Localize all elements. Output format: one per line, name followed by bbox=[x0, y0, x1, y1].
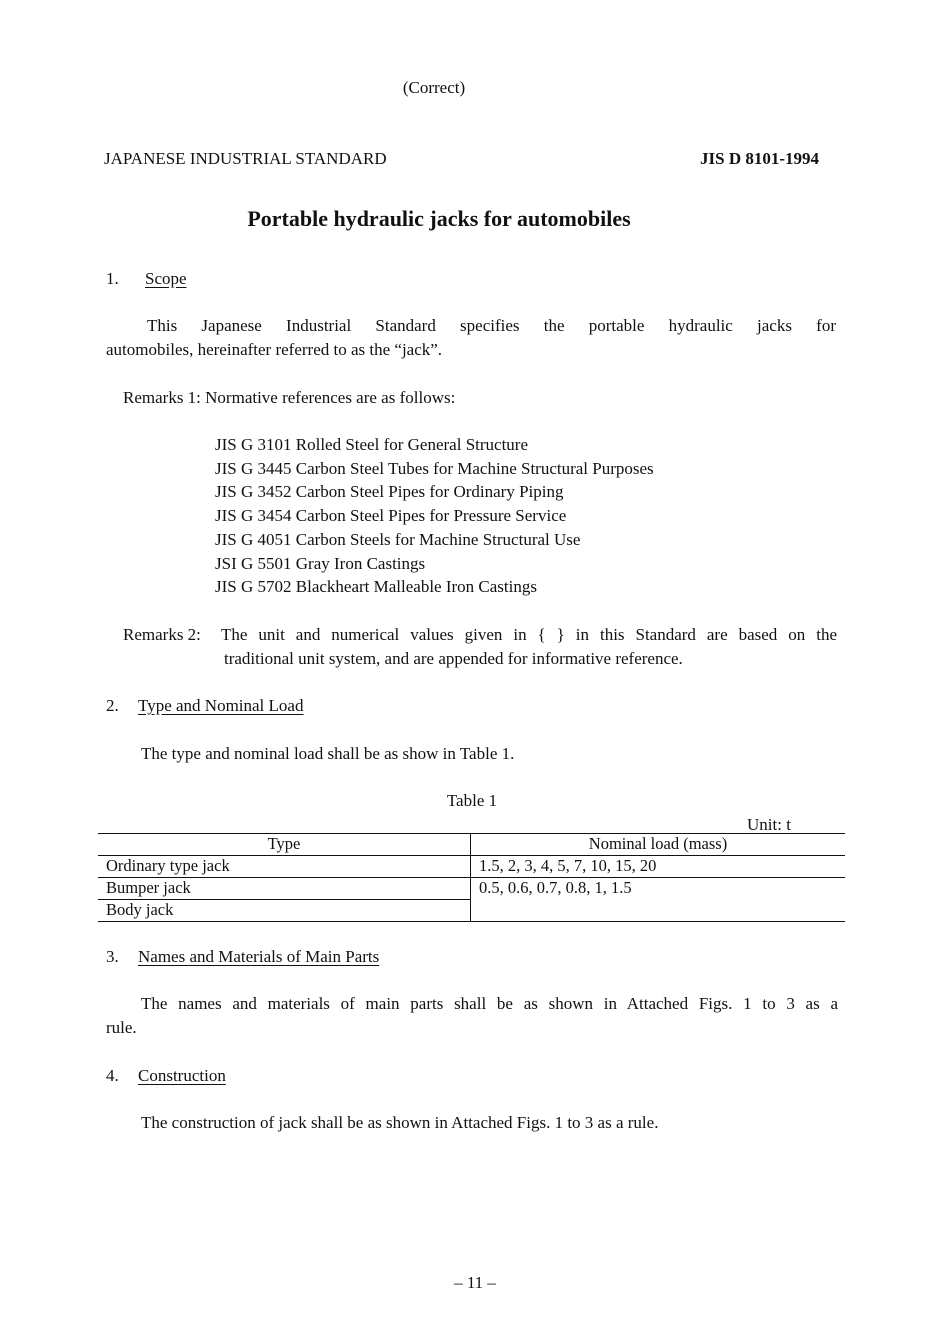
section-2-number: 2. bbox=[106, 696, 119, 715]
section-2-heading: Type and Nominal Load bbox=[138, 696, 304, 715]
normative-references-list bbox=[215, 433, 654, 599]
table-header-row bbox=[98, 834, 845, 856]
cell-load: 0.5, 0.6, 0.7, 0.8, 1, 1.5 bbox=[471, 878, 846, 922]
page-title: Portable hydraulic jacks for automobiles bbox=[247, 206, 631, 231]
correct-label: (Correct) bbox=[402, 78, 466, 97]
section-1-number: 1. bbox=[106, 269, 119, 288]
names-materials-paragraph-line-2: rule. bbox=[106, 1018, 137, 1037]
nominal-load-table bbox=[98, 833, 845, 922]
reference-item: JSI G 5501 Gray Iron Castings bbox=[215, 553, 426, 573]
column-header-nominal-load: Nominal load (mass) bbox=[471, 834, 846, 856]
section-3-heading: Names and Materials of Main Parts bbox=[138, 947, 380, 966]
reference-item: JIS G 3445 Carbon Steel Tubes for Machine Structural Purposes bbox=[215, 458, 654, 478]
table-1 bbox=[98, 833, 845, 922]
standard-code: JIS D 8101-1994 bbox=[700, 149, 820, 168]
construction-paragraph: The construction of jack shall be as shown in Attached Figs. 1 to 3 as a rule. bbox=[141, 1113, 659, 1132]
section-1-heading: Scope bbox=[145, 269, 187, 288]
standard-name: JAPANESE INDUSTRIAL STANDARD bbox=[104, 149, 387, 168]
cell-type: Bumper jack bbox=[98, 878, 471, 900]
section-3-number: 3. bbox=[106, 947, 119, 966]
reference-item: JIS G 3452 Carbon Steel Pipes for Ordinary Piping bbox=[215, 482, 564, 502]
reference-item: JIS G 3454 Carbon Steel Pipes for Pressure Service bbox=[215, 506, 567, 526]
type-load-paragraph: The type and nominal load shall be as show in Table 1. bbox=[141, 744, 515, 763]
cell-type: Body jack bbox=[98, 900, 471, 922]
column-header-type: Type bbox=[98, 834, 471, 856]
remarks-2-line-1: The unit and numerical values given in { } in this Standard are based on the bbox=[221, 625, 837, 644]
section-4-heading: Construction bbox=[138, 1066, 226, 1085]
reference-item: JIS G 3101 Rolled Steel for General Structure bbox=[215, 435, 529, 454]
table-unit: Unit: t bbox=[747, 815, 791, 834]
remarks-2-line-2: traditional unit system, and are appended for informative reference. bbox=[224, 649, 683, 668]
cell-load: 1.5, 2, 3, 4, 5, 7, 10, 15, 20 bbox=[471, 856, 846, 878]
scope-paragraph-line-1: This Japanese Industrial Standard specifies the portable hydraulic jacks for bbox=[147, 316, 836, 335]
scope-paragraph-line-2: automobiles, hereinafter referred to as the “jack”. bbox=[106, 340, 443, 359]
table-row bbox=[98, 878, 845, 900]
section-4-number: 4. bbox=[106, 1066, 119, 1085]
remarks-1 bbox=[123, 387, 455, 409]
page-number: – 11 – bbox=[454, 1273, 496, 1292]
cell-type: Ordinary type jack bbox=[98, 856, 471, 878]
names-materials-paragraph-line-1: The names and materials of main parts shall be as shown in Attached Figs. 1 to 3 as a bbox=[141, 994, 838, 1013]
remarks-1-text: Normative references are as follows: bbox=[205, 388, 456, 407]
reference-item: JIS G 4051 Carbon Steels for Machine Structural Use bbox=[215, 529, 581, 549]
remarks-1-label: Remarks 1: bbox=[123, 388, 201, 407]
table-caption: Table 1 bbox=[446, 791, 498, 810]
table-row bbox=[98, 856, 845, 878]
remarks-2-label: Remarks 2: bbox=[123, 625, 201, 644]
reference-item: JIS G 5702 Blackheart Malleable Iron Castings bbox=[215, 577, 537, 597]
